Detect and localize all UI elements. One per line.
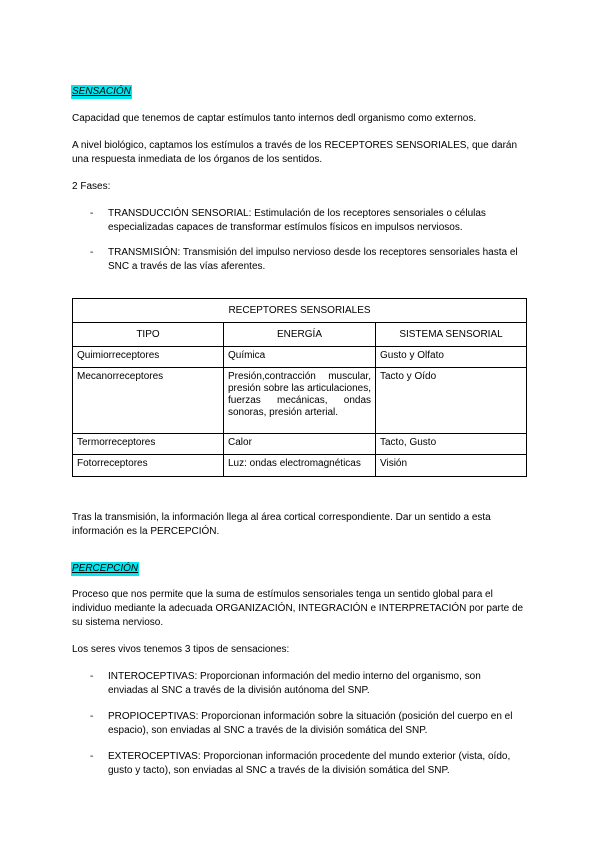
fase-line-1: TRANSMISIÓN: Transmisión del impulso nervioso desde los receptores sensoriales hasta el <box>108 247 518 258</box>
percepcion-heading: PERCEPCIÓN <box>72 563 139 574</box>
column-header-tipo: TIPO <box>73 323 224 347</box>
table-row <box>73 347 527 368</box>
sensacion-paragraph-2-line-1: A nivel biológico, captamos los estímulos a través de los RECEPTORES SENSORIALES, que darán <box>72 140 518 151</box>
sensacion-heading: SENSACIÓN <box>72 86 131 97</box>
table-cell: Mecanorreceptores <box>73 368 224 434</box>
after-table-line-1: Tras la transmisión, la información llega al área cortical correspondiente. Dar un sentido a esta <box>72 512 491 523</box>
table-cell: Fotorreceptores <box>73 455 224 477</box>
tipo-line-2: enviadas al SNC a través de la división autónoma del SNP. <box>108 685 370 696</box>
table-cell: Termorreceptores <box>73 434 224 455</box>
table-row <box>73 434 527 455</box>
table-row <box>73 368 527 434</box>
table-cell: Química <box>224 347 376 368</box>
tipo-line-1: PROPIOCEPTIVAS: Proporcionan información sobre la situación (posición del cuerpo en el <box>108 711 513 722</box>
tipo-line-1: EXTEROCEPTIVAS: Proporcionan información procedente del mundo exterior (vista, oído, <box>108 751 511 762</box>
dash-bullet: - <box>90 711 94 722</box>
table-row <box>73 455 527 477</box>
table-cell: Gusto y Olfato <box>376 347 527 368</box>
fase-line-2: especializadas capaces de transformar estímulos físicos en impulsos nerviosos. <box>108 222 463 233</box>
percepcion-heading-wrap <box>71 562 139 576</box>
tipo-line-2: espacio), son enviadas al SNC a través de la división somática del SNP. <box>108 725 428 736</box>
sensacion-heading-wrap <box>71 85 132 99</box>
fase-line-1: TRANSDUCCIÓN SENSORIAL: Estimulación de los receptores sensoriales o células <box>108 208 486 219</box>
dash-bullet: - <box>90 751 94 762</box>
table-cell: Visión <box>376 455 527 477</box>
dash-bullet: - <box>90 247 94 258</box>
column-header-energia: ENERGÍA <box>224 323 376 347</box>
table-cell: Luz: ondas electromagnéticas <box>224 455 376 477</box>
table-cell: Calor <box>224 434 376 455</box>
fase-line-2: SNC a través de las vías aferentes. <box>108 261 266 272</box>
fases-label: 2 Fases: <box>72 181 111 192</box>
dash-bullet: - <box>90 208 94 219</box>
tipo-line-2: gusto y tacto), son enviadas al SNC a través de la división somática del SNP. <box>108 765 450 776</box>
table-title: RECEPTORES SENSORIALES <box>73 299 527 323</box>
percepcion-paragraph-line-2: individuo mediante la adecuada ORGANIZACIÓN, INTEGRACIÓN e INTERPRETACIÓN por parte de <box>72 603 524 614</box>
sensacion-paragraph-1: Capacidad que tenemos de captar estímulos tanto internos dedl organismo como externos. <box>72 113 477 124</box>
table-cell: Presión,contracción muscular, presión sobre las articulaciones, fuerzas mecánicas, ondas sonoras, presión arterial. <box>224 368 376 434</box>
dash-bullet: - <box>90 671 94 682</box>
receptores-table <box>72 298 527 477</box>
tipo-line-1: INTEROCEPTIVAS: Proporcionan información del medio interno del organismo, son <box>108 671 481 682</box>
after-table-line-2: información es la PERCEPCIÓN. <box>72 526 220 537</box>
table-title-row <box>73 299 527 323</box>
percepcion-paragraph-line-1: Proceso que nos permite que la suma de estímulos sensoriales tenga un sentido global para el <box>72 589 493 600</box>
percepcion-paragraph-line-3: su sistema nervioso. <box>72 617 164 628</box>
column-header-sistema: SISTEMA SENSORIAL <box>376 323 527 347</box>
table-cell: Quimiorreceptores <box>73 347 224 368</box>
table-header-row <box>73 323 527 347</box>
table-cell: Tacto, Gusto <box>376 434 527 455</box>
table-cell: Tacto y Oído <box>376 368 527 434</box>
sensacion-paragraph-2-line-2: una respuesta inmediata de los órganos de los sentidos. <box>72 154 323 165</box>
tipos-label: Los seres vivos tenemos 3 tipos de sensaciones: <box>72 644 290 655</box>
